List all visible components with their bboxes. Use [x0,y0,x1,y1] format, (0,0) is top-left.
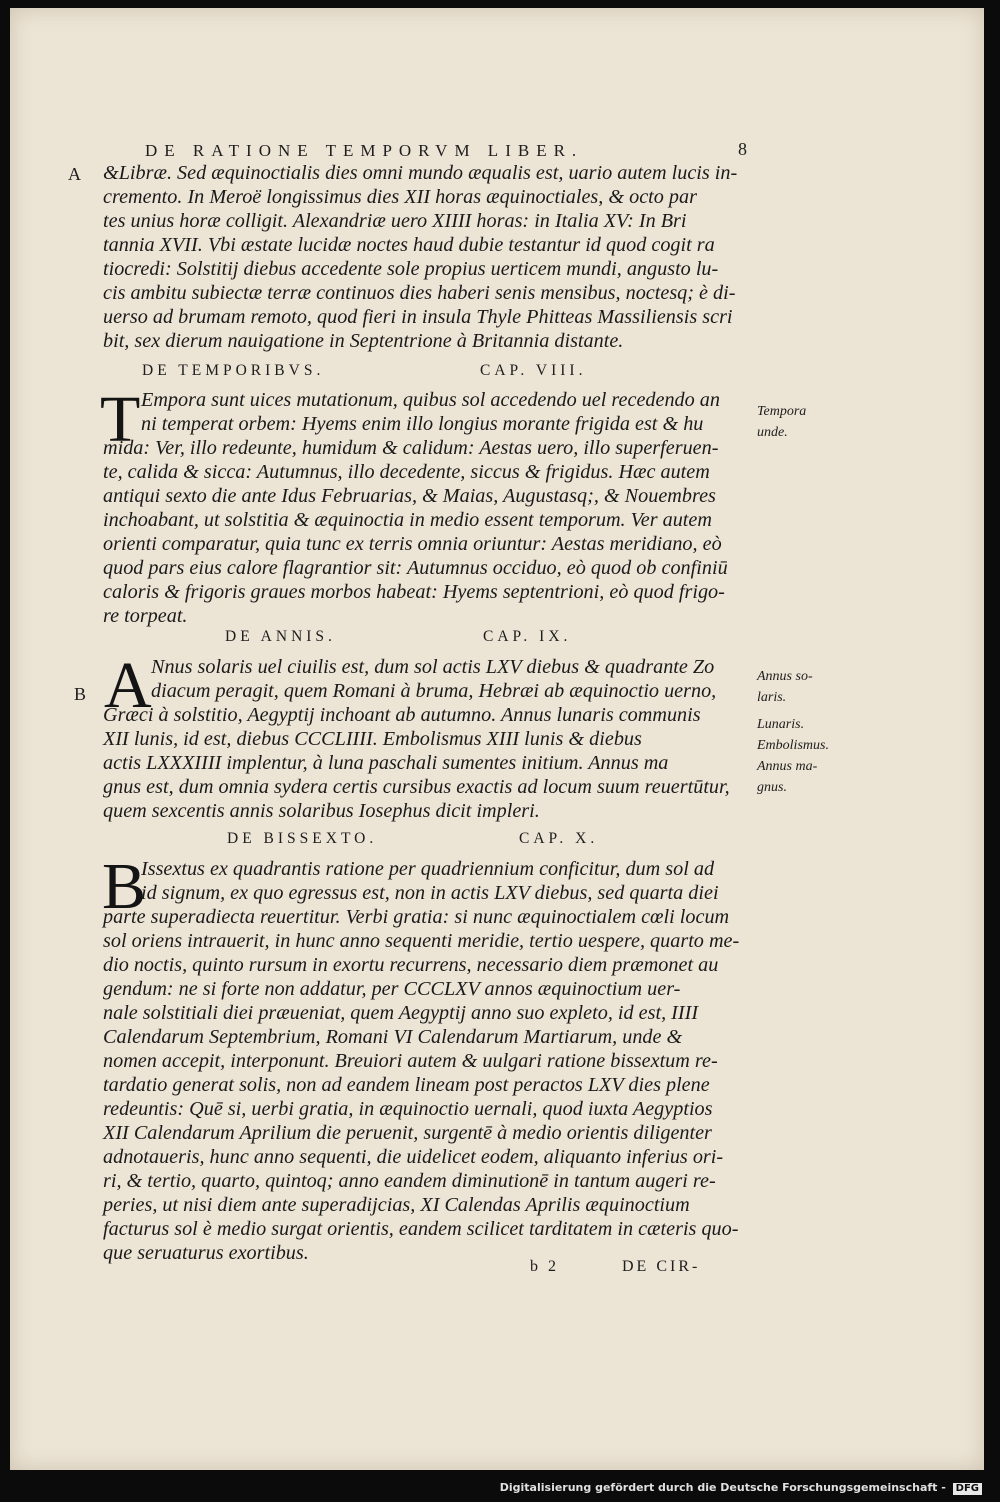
text-line: ri, & tertio, quarto, quintoq; anno eandem diminutionē in tantum augeri re- [103,1170,716,1192]
text-line: tannia XVII. Vbi æstate lucidæ noctes haud dubie testantur id quod cogit ra [103,234,715,256]
chapter-number: CAP. IX. [483,628,572,645]
text-line: ni temperat orbem: Hyems enim illo longius morante frigida est & hu [141,413,704,435]
gloss-line: Lunaris. [757,717,805,732]
text-line: peries, ut nisi diem ante superadijcias, XI Calendas Aprilis æquinoctium [103,1194,690,1216]
text-line: cis ambitu subiectæ terræ continuos dies haberi senis mensibus, noctesq; è di- [103,282,736,304]
text-line: tiocredi: Solstitij diebus accedente sole propius uerticem mundi, angusto lu- [103,258,719,280]
text-line: diacum peragit, quem Romani à bruma, Hebræi ab æquinoctio uerno, [151,680,717,702]
text-line: parte superadiecta reuertitur. Verbi gratia: si nunc æquinoctialem cœli locum [103,906,730,928]
text-line: sol oriens intrauerit, in hunc anno sequenti meridie, tertio uespere, quarto me- [103,930,740,952]
gloss-line: Annus ma- [757,759,818,774]
chapter-heading-8 [142,362,742,380]
text-line: dio noctis, quinto rursum in exortu recurrens, necessario diem præmonet au [103,954,719,976]
gloss-line: Embolismus. [757,738,829,753]
dfg-logo: DFG [953,1483,982,1495]
paragraph-chapter-8 [103,388,753,628]
chapter-number: CAP. X. [519,830,599,847]
catchword: DE CIR- [622,1258,701,1275]
text-line: uerso ad brumam remoto, quod fieri in insula Thyle Phitteas Massiliensis scri [103,306,733,328]
gloss-line: laris. [757,690,787,705]
text-line: nomen accepit, interponunt. Breuiori autem & uulgari ratione bissextum re- [103,1050,718,1072]
text-line: quod pars eius calore flagrantior sit: Autumnus occiduo, eò quod ob confiniū [103,557,728,579]
text-line: tes unius horæ colligit. Alexandriæ uero XIIII horas: in Italia XV: In Bri [103,210,687,232]
digitization-footer [500,1481,982,1495]
margin-gloss-8 [757,401,806,443]
text-line: Empora sunt uices mutationum, quibus sol accedendo uel recedendo an [141,389,720,411]
text-line: cremento. In Meroë longissimus dies XII horas æquinoctiales, & octo par [103,186,697,208]
paragraph-intro [103,161,753,353]
text-line: mida: Ver, illo redeunte, humidum & calidum: Aestas uero, illo superferuen- [103,437,719,459]
gloss-line: Tempora [757,404,807,419]
chapter-heading-9 [225,628,765,646]
margin-letter-b: B [74,684,87,704]
text-line: re torpeat. [103,605,188,627]
drop-cap: A [104,649,152,722]
text-line: caloris & frigoris graues morbos habeat: Hyems septentrioni, eò quod frigo- [103,581,725,603]
text-line: XII lunis, id est, diebus CCCLIIII. Embolismus XIII lunis & diebus [103,728,642,750]
text-line: &Libræ. Sed æquinoctialis dies omni mundo æqualis est, uario autem lucis in- [103,162,738,184]
book-page [10,8,984,1470]
text-line: facturus sol è medio surgat orientis, eandem scilicet tarditatem in cæteris quo- [103,1218,739,1240]
page-number: 8 [738,139,747,159]
margin-letter-a: A [68,164,81,184]
text-line: Calendarum Septembrium, Romani VI Calendarum Martiarum, unde & [103,1026,683,1048]
text-line: tardatio generat solis, non ad eandem lineam post peractos LXV dies plene [103,1074,710,1096]
text-line: XII Calendarum Aprilium die peruenit, surgentē à medio orientis diligenter [103,1122,712,1144]
text-line: id signum, ex quo egressus est, non in actis LXV diebus, sed quarta diei [141,882,719,904]
text-line: quem sexcentis annis solaribus Iosephus dicit impleri. [103,800,540,822]
gloss-line: Annus so- [757,669,813,684]
chapter-title: DE ANNIS. [225,628,336,645]
text-line: nale solstitiali diei præueniat, quem Aegyptij anno suo expleto, id est, IIII [103,1002,699,1024]
footer-text: Digitalisierung gefördert durch die Deutsche Forschungsgemeinschaft - [499,1481,946,1494]
margin-gloss-9 [757,666,829,798]
text-line: te, calida & sicca: Autumnus, illo decedente, siccus & frigidus. Hæc autem [103,461,710,483]
text-line: actis LXXXIIII implentur, à luna paschali sumentes initium. Annus ma [103,752,669,774]
chapter-title: DE TEMPORIBVS. [142,362,325,379]
gloss-line: gnus. [757,780,787,795]
running-head: DE RATIONE TEMPORVM LIBER. [145,141,584,160]
text-line: inchoabant, ut solstitia & æquinoctia in medio essent temporum. Ver autem [103,509,712,531]
text-line: Nnus solaris uel ciuilis est, dum sol actis LXV diebus & quadrante Zo [151,656,715,678]
text-line: que seruaturus exortibus. [103,1242,309,1264]
text-line: orienti comparatur, quia tunc ex terris omnia oriuntur: Aestas meridiano, eò [103,533,722,555]
drop-cap: T [100,383,141,456]
gloss-line: unde. [757,425,788,440]
text-line: Issextus ex quadrantis ratione per quadriennium conficitur, dum sol ad [141,858,715,880]
text-line: Græci à solstitio, Aegyptij inchoant ab autumno. Annus lunaris communis [103,704,701,726]
signature-mark: b 2 [530,1258,559,1275]
chapter-heading-10 [227,830,747,848]
text-line: antiqui sexto die ante Idus Februarias, & Maias, Augustasq;, & Nouembres [103,485,716,507]
paragraph-chapter-10 [103,857,753,1265]
text-line: adnotaueris, hunc anno sequenti, die uidelicet eodem, aliquanto inferius ori- [103,1146,724,1168]
chapter-number: CAP. VIII. [480,362,587,379]
text-line: bit, sex dierum nauigatione in Septentrione à Britannia distante. [103,330,624,352]
text-line: gnus est, dum omnia sydera certis cursibus exactis ad locum suum reuertūtur, [103,776,730,798]
chapter-title: DE BISSEXTO. [227,830,378,847]
drop-cap: B [102,850,147,923]
text-line: redeuntis: Quē si, uerbi gratia, in æquinoctio uernali, quod iuxta Aegyptios [103,1098,713,1120]
text-line: gendum: ne si forte non addatur, per CCCLXV annos æquinoctium uer- [103,978,681,1000]
paragraph-chapter-9 [103,649,753,823]
